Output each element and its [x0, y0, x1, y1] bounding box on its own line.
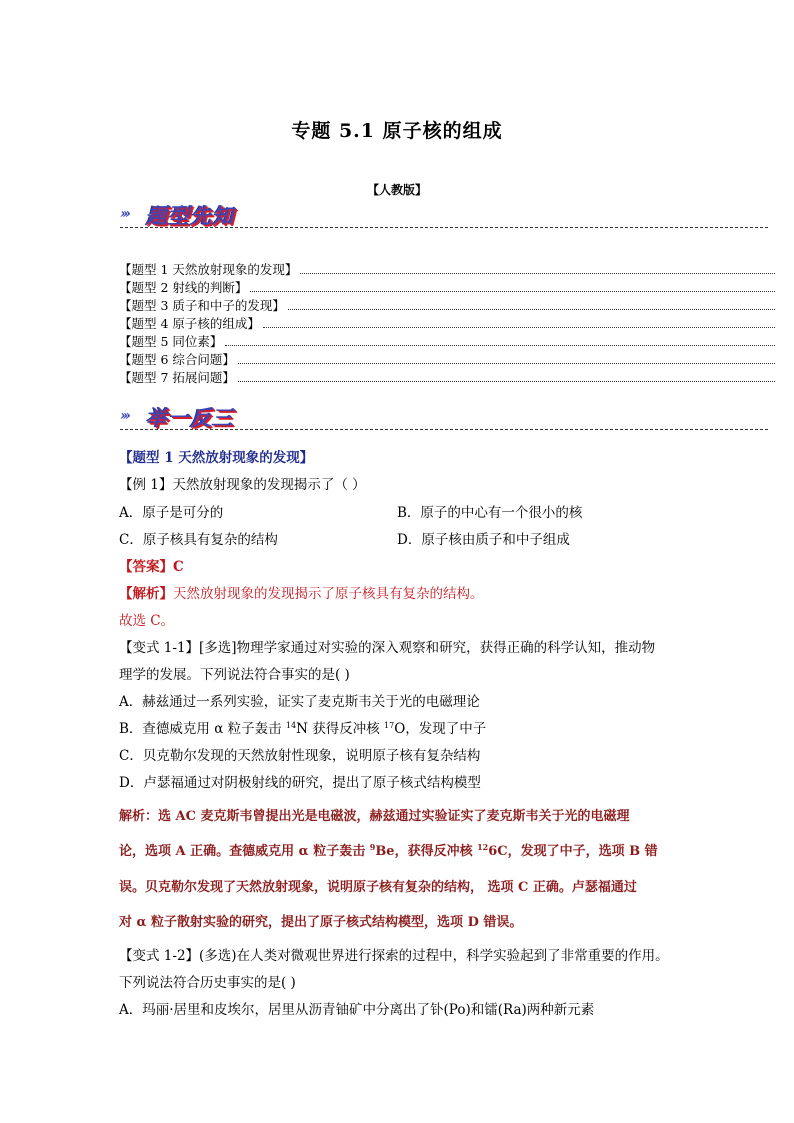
banner-examples — [120, 402, 768, 432]
banner-type-preview — [120, 200, 768, 230]
chevron-arrows-icon: ››› — [120, 206, 128, 222]
variant2-question-line2: 下列说法符合历史事实的是( ) — [119, 975, 296, 991]
edition-label: 【人教版】 — [366, 183, 427, 197]
variant1-option-b: B．查德威克用 α 粒子轰击 $^{14}$N 获得反冲核 $^{17}$O，发现了中子 — [119, 721, 487, 737]
toc-item[interactable]: 【题型 7 拓展问题】 — [119, 368, 775, 386]
toc-item[interactable]: 【题型 3 质子和中子的发现】 — [119, 296, 775, 314]
toc-item[interactable]: 【题型 5 同位素】 — [119, 332, 775, 350]
section-heading: 【题型 1 天然放射现象的发现】 — [119, 450, 314, 466]
variant1-option-a: A．赫兹通过一系列实验，证实了麦克斯韦关于光的电磁理论 — [119, 694, 480, 710]
table-of-contents — [119, 260, 775, 386]
example1-option-a: A．原子是可分的 — [119, 505, 224, 521]
example1-option-b: B．原子的中心有一个很小的核 — [397, 505, 583, 521]
variant2-question-line1: 【变式 1-2】(多选)在人类对微观世界进行探索的过程中，科学实验起到了非常重要的作用。 — [119, 948, 669, 964]
variant1-analysis-line4: 对 α 粒子散射实验的研究，提出了原子核式结构模型，选项 D 错误。 — [119, 915, 523, 930]
banner-divider — [120, 429, 768, 430]
banner-title: 举一反三 — [146, 405, 234, 430]
example1-question: 【例 1】天然放射现象的发现揭示了（ ） — [119, 477, 366, 493]
example1-analysis: 【解析】天然放射现象的发现揭示了原子核具有复杂的结构。 — [119, 586, 484, 602]
variant1-option-d: D．卢瑟福通过对阴极射线的研究，提出了原子核式结构模型 — [119, 775, 481, 791]
example1-conclusion: 故选 C。 — [119, 613, 175, 629]
toc-item[interactable]: 【题型 4 原子核的组成】 — [119, 314, 775, 332]
variant1-analysis-line3: 误。贝克勒尔发现了天然放射现象，说明原子核有复杂的结构， 选项 C 正确。卢瑟福通过 — [119, 880, 637, 895]
example1-answer: 【答案】C — [119, 559, 184, 575]
toc-item[interactable]: 【题型 1 天然放射现象的发现】 — [119, 260, 775, 278]
toc-item[interactable]: 【题型 6 综合问题】 — [119, 350, 775, 368]
banner-divider — [120, 227, 768, 228]
variant1-analysis-line2: 论，选项 A 正确。查德威克用 α 粒子轰击 $^9$Be，获得反冲核 $^{12}$6C，发现了中子，选项 B 错 — [119, 842, 658, 859]
variant1-option-c: C．贝克勒尔发现的天然放射性现象，说明原子核有复杂结构 — [119, 748, 481, 764]
variant1-question-line1: 【变式 1-1】[多选]物理学家通过对实验的深入观察和研究，获得正确的科学认知，推动物 — [119, 640, 656, 656]
example1-option-c: C．原子核具有复杂的结构 — [119, 532, 278, 548]
example1-option-d: D．原子核由质子和中子组成 — [397, 532, 570, 548]
page-title: 专题 5.1 原子核的组成 — [291, 120, 503, 142]
variant1-analysis-line1: 解析：选 AC 麦克斯韦曾提出光是电磁波，赫兹通过实验证实了麦克斯韦关于光的电磁理 — [119, 809, 630, 824]
variant1-question-line2: 理学的发展。下列说法符合事实的是( ) — [119, 667, 350, 683]
chevron-arrows-icon: ››› — [120, 408, 128, 424]
variant2-option-a: A．玛丽·居里和皮埃尔，居里从沥青铀矿中分离出了钋(Po)和镭(Ra)两种新元素 — [119, 1002, 595, 1018]
banner-title: 题型先知 — [146, 203, 234, 228]
toc-item[interactable]: 【题型 2 射线的判断】 — [119, 278, 775, 296]
